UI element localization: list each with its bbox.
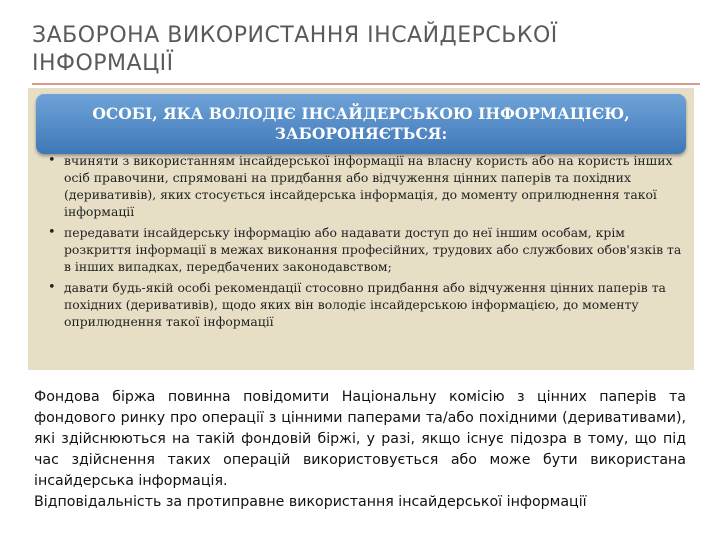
title-divider (32, 83, 700, 85)
body-paragraph: Фондова біржа повинна повідомити Національну комісію з цінних паперів та фондового ринку про операції з цінними паперами та/або похідними (деривативами), які здійснюються на такій фондовій біржі, у разі, якщо існує підозра в тому, що під час здійснення таких операцій використовується або може бути використана інсайдерська інформація. (34, 389, 686, 489)
body-paragraph: Відповідальність за протиправне використання інсайдерської інформації (34, 494, 587, 510)
list-item-text: вчиняти з використанням інсайдерської інформації на власну користь або на користь інших осіб правочини, спрямовані на придбання або відчуження цінних паперів та похідних (деривативів), яких стосується інсайдерська інформація, до моменту оприлюднення такої інформації (64, 153, 673, 219)
list-item-text: передавати інсайдерську інформацію або надавати доступ до неї іншим особам, крім розкриття інформації в межах виконання професійних, трудових або службових обов'язків та в інших випадках, передбачених законодавством; (64, 225, 682, 274)
list-item (34, 279, 684, 330)
list-item (34, 152, 684, 220)
prohibition-list (34, 152, 684, 334)
slide-title: ЗАБОРОНА ВИКОРИСТАННЯ ІНСАЙДЕРСЬКОЇ ІНФОРМАЦІЇ (32, 23, 558, 76)
list-item-text: давати будь-якій особі рекомендації стосовно придбання або відчуження цінних паперів та похідних (деривативів), щодо яких він володіє інсайдерською інформацією, до моменту оприлюднення такої інформації (64, 280, 666, 329)
banner-line-2: ЗАБОРОНЯЄТЬСЯ: (274, 124, 448, 143)
embedded-image-panel (28, 88, 694, 370)
list-item (34, 224, 684, 275)
bullet-icon: • (48, 280, 56, 295)
banner-line-1: ОСОБІ, ЯКА ВОЛОДІЄ ІНСАЙДЕРСЬКОЮ ІНФОРМАЦІЄЮ, (92, 104, 630, 123)
body-text (34, 387, 686, 513)
bullet-icon: • (48, 225, 56, 240)
banner-heading (36, 94, 686, 154)
bullet-icon: • (48, 153, 56, 168)
